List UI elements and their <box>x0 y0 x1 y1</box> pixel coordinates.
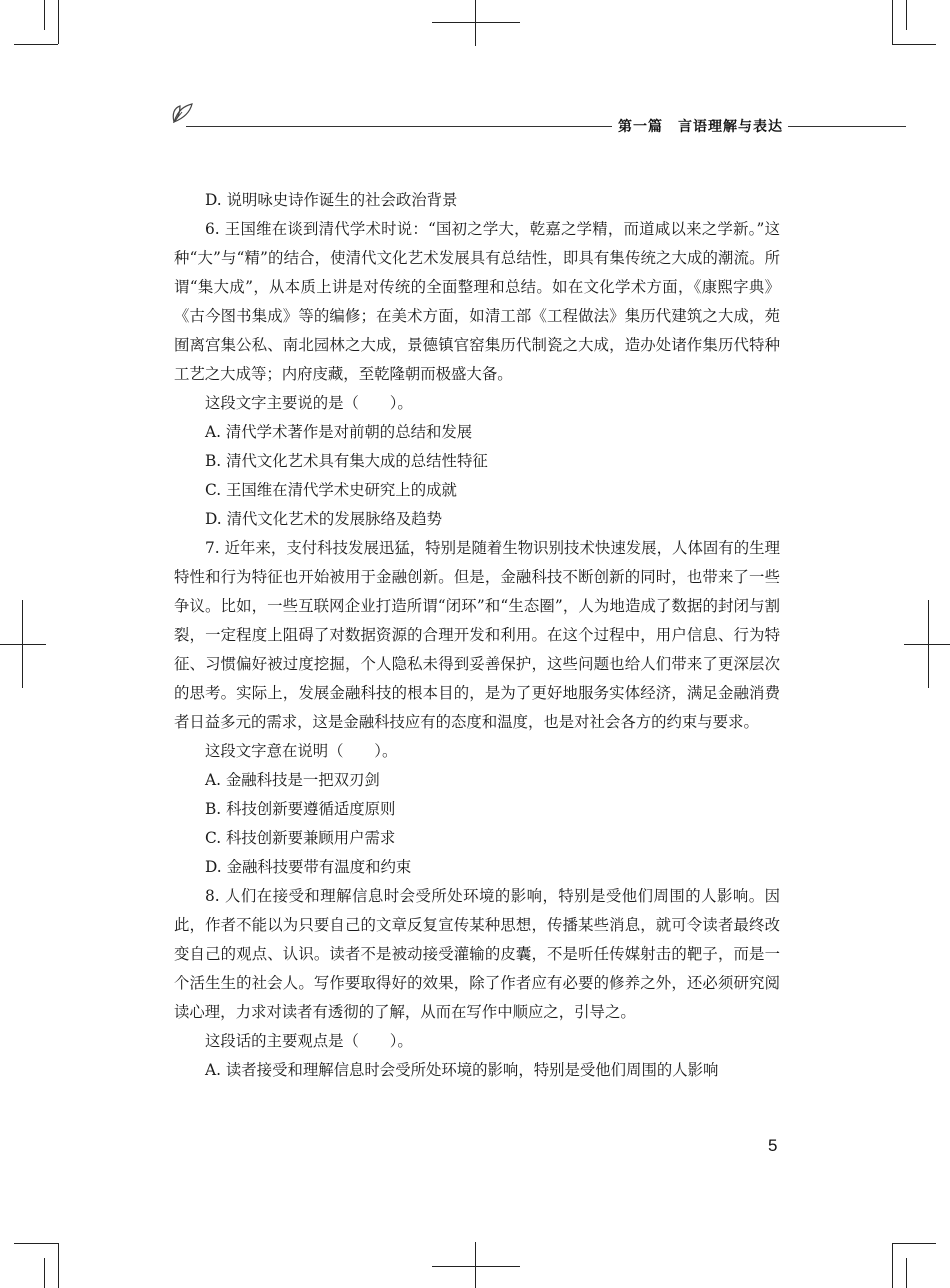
q8-passage: 8. 人们在接受和理解信息时会受所处环境的影响，特别是受他们周围的人影响。因此，作者不能以为只要自己的文章反复宣传某种思想，传播某些消息，就可令读者最终改变自己的观点、认识。读者不是被动接受灌输的皮囊，不是听任传媒射击的靶子，而是一个活生生的社会人。写作要取得好的效果，除了作者应有必要的修养之外，还必须研究阅读心理，力求对读者有透彻的了解，从而在写作中顺应之，引导之。 <box>174 887 780 1021</box>
header-rule-left <box>186 126 612 127</box>
q8-option-a: A. 读者接受和理解信息时会受所处环境的影响，特别是受他们周围的人影响 <box>205 1061 719 1079</box>
prev-option-d: D. 说明咏史诗作诞生的社会政治背景 <box>205 191 458 209</box>
q6-option-d: D. 清代文化艺术的发展脉络及趋势 <box>205 510 443 528</box>
q6-option-c: C. 王国维在清代学术史研究上的成就 <box>205 481 457 499</box>
q6-option-b: B. 清代文化艺术具有集大成的总结性特征 <box>205 452 488 470</box>
q7-option-d: D. 金融科技要带有温度和约束 <box>205 858 412 876</box>
q6-question: 这段文字主要说的是（ ）。 <box>205 394 413 412</box>
q8-question: 这段话的主要观点是（ ）。 <box>205 1032 413 1050</box>
q7-option-b: B. 科技创新要遵循适度原则 <box>205 800 396 818</box>
q7-passage: 7. 近年来，支付科技发展迅猛，特别是随着生物识别技术快速发展，人体固有的生理特性和行为特征也开始被用于金融创新。但是，金融科技不断创新的同时，也带来了一些争议。比如，一些互联网企业打造所谓“闭环”和“生态圈”，人为地造成了数据的封闭与割裂，一定程度上阻碍了对数据资源的合理开发和利用。在这个过程中，用户信息、行为特征、习惯偏好被过度挖掘，个人隐私未得到妥善保护，这些问题也给人们带来了更深层次的思考。实际上，发展金融科技的根本目的，是为了更好地服务实体经济，满足金融消费者日益多元的需求，这是金融科技应有的态度和温度，也是对社会各方的约束与要求。 <box>174 539 780 731</box>
q6-passage: 6. 王国维在谈到清代学术时说：“国初之学大，乾嘉之学精，而道咸以来之学新。”这种“大”与“精”的结合，使清代文化艺术发展具有总结性，即具有集传统之大成的潮流。所谓“集大成”，从本质上讲是对传统的全面整理和总结。如在文化学术方面，《康熙字典》《古今图书集成》等的编修；在美术方面，如清工部《工程做法》集历代建筑之大成，苑囿离宫集公私、南北园林之大成，景德镇官窑集历代制瓷之大成，造办处诸作集历代特种工艺之大成等；内府庋藏，至乾隆朝而极盛大备。 <box>174 220 780 383</box>
leaf-icon <box>170 100 196 126</box>
page-number: 5 <box>768 1136 778 1155</box>
header-rule-right <box>788 126 906 127</box>
q7-option-c: C. 科技创新要兼顾用户需求 <box>205 829 396 847</box>
page-content <box>174 186 780 1085</box>
q7-option-a: A. 金融科技是一把双刃剑 <box>205 771 380 789</box>
q6-option-a: A. 清代学术著作是对前朝的总结和发展 <box>205 423 473 441</box>
q7-question: 这段文字意在说明（ ）。 <box>205 742 398 760</box>
chapter-title: 第一篇 言语理解与表达 <box>618 119 783 135</box>
